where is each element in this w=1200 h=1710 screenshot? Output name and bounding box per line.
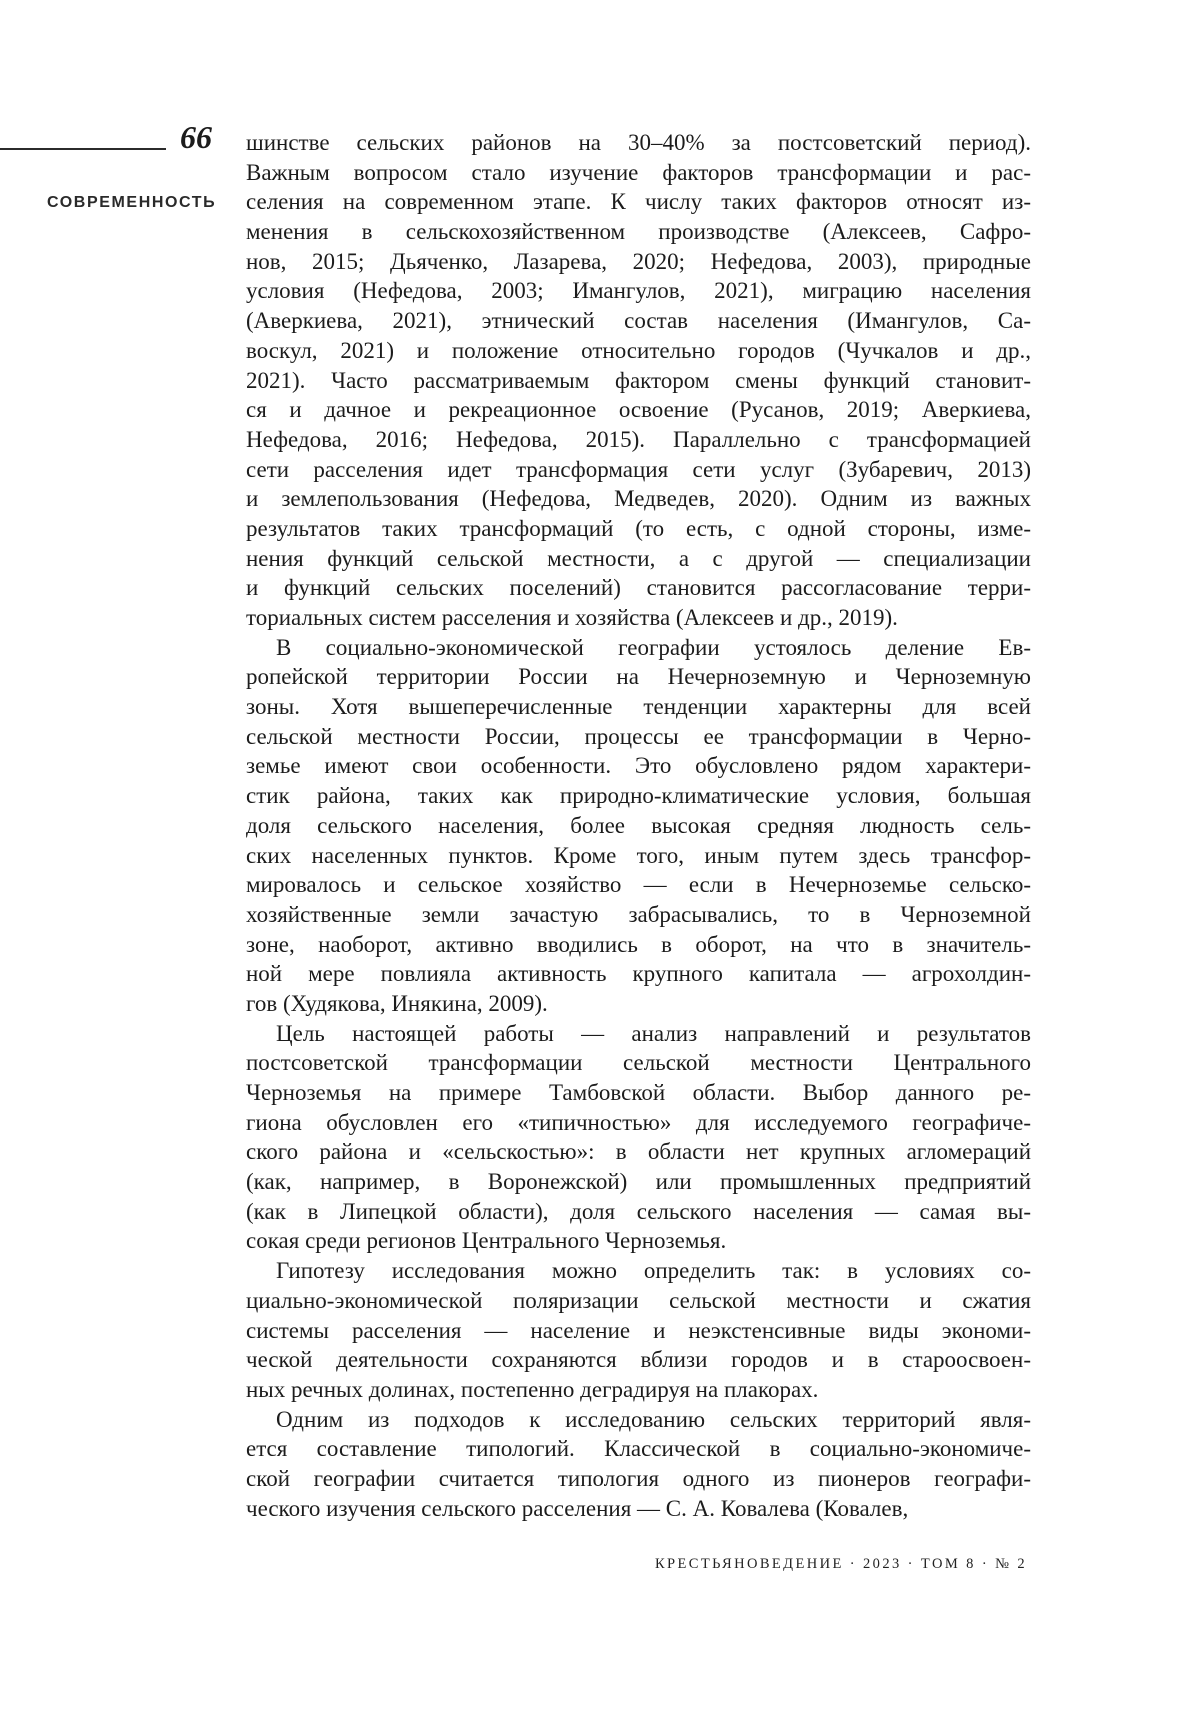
body-line: шинстве сельских районов на 30–40% за постсоветский период). — [246, 130, 1031, 155]
body-line: условия (Нефедова, 2003; Имангулов, 2021), миграцию населения — [246, 278, 1031, 304]
paragraph — [246, 1256, 1031, 1404]
body-line: ских населенных пунктов. Кроме того, иным путем здесь трансфор- — [246, 842, 1031, 868]
body-line: системы расселения — население и неэкстенсивные виды экономи- — [246, 1317, 1031, 1343]
body-line: ториальных систем расселения и хозяйства (Алексеев и др., 2019). — [246, 605, 898, 630]
body-line: ского района и «сельскостью»: в области нет крупных агломераций — [246, 1139, 1031, 1165]
body-line: Черноземья на примере Тамбовской области. Выбор данного ре- — [246, 1080, 1031, 1105]
body-line: ся и дачное и рекреационное освоение (Русанов, 2019; Аверкиева, — [246, 397, 1031, 423]
body-line: зоны. Хотя вышеперечисленные тенденции характерны для всей — [246, 694, 1031, 720]
paragraph — [246, 1019, 1031, 1257]
paragraph — [246, 128, 1031, 633]
body-line: ропейской территории России на Нечерноземную и Черноземную — [246, 664, 1031, 690]
body-line: В социально-экономической географии устоялось деление Ев- — [276, 634, 1031, 660]
body-line: Важным вопросом стало изучение факторов трансформации и рас- — [246, 159, 1031, 185]
body-line: сокая среди регионов Центрального Черноземья. — [246, 1228, 727, 1254]
body-line: 2021). Часто рассматриваемым фактором смены функций становит- — [246, 367, 1031, 393]
journal-footer: КРЕСТЬЯНОВЕДЕНИЕ · 2023 · ТОМ 8 · № 2 — [654, 1556, 1027, 1572]
body-line: (как, например, в Воронежской) или промышленных предприятий — [246, 1169, 1031, 1195]
body-line: гов (Худякова, Инякина, 2009). — [246, 990, 548, 1016]
body-line: ных речных долинах, постепенно деградируя на плакорах. — [246, 1376, 819, 1402]
body-line: воскул, 2021) и положение относительно городов (Чучкалов и др., — [246, 337, 1031, 363]
body-line: хозяйственные земли зачастую забрасывались, то в Черноземной — [246, 901, 1031, 927]
body-line: нения функций сельской местности, а с другой — специализации — [246, 545, 1031, 571]
body-line: и функций сельских поселений) становится рассогласование терри- — [246, 575, 1031, 601]
paragraph — [246, 1405, 1031, 1524]
body-line: Цель настоящей работы — анализ направлений и результатов — [276, 1020, 1031, 1046]
body-line: постсоветской трансформации сельской местности Центрального — [246, 1050, 1031, 1076]
body-line: ной мере повлияла активность крупного капитала — агрохолдин- — [246, 961, 1031, 987]
body-line: Одним из подходов к исследованию сельских территорий явля- — [276, 1406, 1031, 1432]
body-line: (Аверкиева, 2021), этнический состав населения (Имангулов, Са- — [246, 308, 1031, 334]
body-line: сельской местности России, процессы ее трансформации в Черно- — [246, 723, 1031, 749]
body-line: циально-экономической поляризации сельской местности и сжатия — [246, 1287, 1031, 1313]
section-label: СОВРЕМЕННОСТЬ — [47, 194, 217, 211]
article-text-block — [246, 128, 1031, 1523]
body-line: менения в сельскохозяйственном производстве (Алексеев, Сафро- — [246, 219, 1031, 245]
body-line: мировалось и сельское хозяйство — если в Нечерноземье сельско- — [246, 872, 1031, 898]
body-line: ской географии считается типология одного из пионеров географи- — [246, 1465, 1031, 1491]
body-line: (как в Липецкой области), доля сельского населения — самая вы- — [246, 1198, 1031, 1224]
body-line: Нефедова, 2016; Нефедова, 2015). Параллельно с трансформацией — [246, 426, 1031, 452]
body-line: и землепользования (Нефедова, Медведев, 2020). Одним из важных — [246, 486, 1031, 512]
paragraph — [246, 633, 1031, 1019]
body-line: нов, 2015; Дьяченко, Лазарева, 2020; Нефедова, 2003), природные — [246, 248, 1031, 274]
body-line: Гипотезу исследования можно определить так: в условиях со- — [276, 1258, 1031, 1284]
body-line: гиона обусловлен его «типичностью» для исследуемого географиче- — [246, 1109, 1031, 1135]
body-line: зоне, наоборот, активно вводились в оборот, на что в значитель- — [246, 931, 1031, 957]
body-line: земье имеют свои особенности. Это обусловлено рядом характери- — [246, 753, 1031, 779]
body-line: селения на современном этапе. К числу таких факторов относят из- — [246, 189, 1031, 215]
body-line: доля сельского населения, более высокая средняя людность сель- — [246, 812, 1031, 838]
body-line: ется составление типологий. Классической в социально-экономиче- — [246, 1436, 1031, 1462]
body-line: стик района, таких как природно-климатические условия, большая — [246, 783, 1031, 809]
page-number: 66 — [180, 119, 212, 155]
body-line: результатов таких трансформаций (то есть, с одной стороны, изме- — [246, 515, 1031, 541]
body-line: ческого изучения сельского расселения — С. А. Ковалева (Ковалев, — [246, 1495, 909, 1521]
body-line: ческой деятельности сохраняются вблизи городов и в староосвоен- — [246, 1347, 1031, 1373]
body-line: сети расселения идет трансформация сети услуг (Зубаревич, 2013) — [246, 456, 1031, 482]
